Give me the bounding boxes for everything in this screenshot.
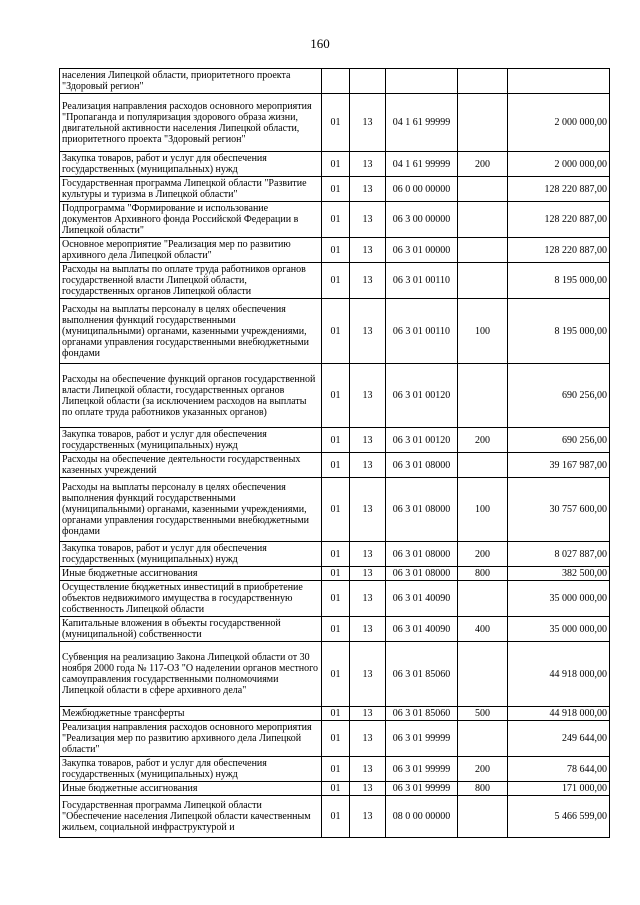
row-rz-cell: 13	[350, 364, 386, 428]
row-rz-cell	[350, 69, 386, 94]
table-row	[60, 94, 610, 152]
row-sum-cell: 171 000,00	[508, 782, 610, 796]
row-gl-cell: 01	[322, 707, 350, 721]
table-row	[60, 152, 610, 177]
row-name-cell: Закупка товаров, работ и услуг для обеспечения государственных (муниципальных) нужд	[60, 757, 322, 782]
row-name-cell: Расходы на выплаты по оплате труда работников органов государственной власти Липецкой области, государственных органов Липецкой области	[60, 263, 322, 299]
row-sum-cell: 2 000 000,00	[508, 152, 610, 177]
row-gl-cell: 01	[322, 428, 350, 453]
table-row	[60, 263, 610, 299]
row-vr-cell: 100	[458, 299, 508, 364]
row-name-cell: Основное мероприятие "Реализация мер по развитию архивного дела Липецкой области"	[60, 238, 322, 263]
row-rz-cell: 13	[350, 478, 386, 542]
row-sum-cell	[508, 69, 610, 94]
row-cs-cell	[386, 69, 458, 94]
row-vr-cell: 200	[458, 757, 508, 782]
row-rz-cell: 13	[350, 263, 386, 299]
row-vr-cell: 200	[458, 542, 508, 567]
row-gl-cell: 01	[322, 721, 350, 757]
row-name-cell: Реализация направления расходов основного мероприятия "Реализация мер по развитию архивного дела Липецкой области"	[60, 721, 322, 757]
row-name-cell: Закупка товаров, работ и услуг для обеспечения государственных (муниципальных) нужд	[60, 542, 322, 567]
row-rz-cell: 13	[350, 238, 386, 263]
row-vr-cell	[458, 453, 508, 478]
row-sum-cell: 30 757 600,00	[508, 478, 610, 542]
row-sum-cell: 382 500,00	[508, 567, 610, 581]
row-sum-cell: 44 918 000,00	[508, 707, 610, 721]
row-cs-cell: 04 1 61 99999	[386, 152, 458, 177]
row-name-cell: Расходы на выплаты персоналу в целях обеспечения выполнения функций государственными (муниципальными) органами, казенными учреждениями, органами управления государственными внебюджетными фондами	[60, 478, 322, 542]
budget-table	[59, 68, 610, 838]
row-gl-cell: 01	[322, 202, 350, 238]
row-gl-cell: 01	[322, 177, 350, 202]
row-rz-cell: 13	[350, 299, 386, 364]
row-sum-cell: 2 000 000,00	[508, 94, 610, 152]
table-row	[60, 478, 610, 542]
row-sum-cell: 8 027 887,00	[508, 542, 610, 567]
row-rz-cell: 13	[350, 721, 386, 757]
row-cs-cell: 06 3 01 99999	[386, 721, 458, 757]
row-cs-cell: 06 3 01 00120	[386, 428, 458, 453]
table-row	[60, 202, 610, 238]
row-vr-cell	[458, 69, 508, 94]
row-gl-cell	[322, 69, 350, 94]
row-rz-cell: 13	[350, 428, 386, 453]
row-name-cell: Межбюджетные трансферты	[60, 707, 322, 721]
table-row	[60, 177, 610, 202]
row-sum-cell: 78 644,00	[508, 757, 610, 782]
table-row	[60, 453, 610, 478]
row-cs-cell: 06 0 00 00000	[386, 177, 458, 202]
row-cs-cell: 06 3 01 85060	[386, 707, 458, 721]
row-sum-cell: 35 000 000,00	[508, 617, 610, 642]
row-rz-cell: 13	[350, 453, 386, 478]
row-gl-cell: 01	[322, 364, 350, 428]
row-sum-cell: 8 195 000,00	[508, 299, 610, 364]
table-row	[60, 542, 610, 567]
row-sum-cell: 8 195 000,00	[508, 263, 610, 299]
row-vr-cell	[458, 796, 508, 838]
row-vr-cell	[458, 263, 508, 299]
row-vr-cell: 100	[458, 478, 508, 542]
row-cs-cell: 06 3 00 00000	[386, 202, 458, 238]
row-rz-cell: 13	[350, 94, 386, 152]
row-sum-cell: 690 256,00	[508, 364, 610, 428]
row-sum-cell: 128 220 887,00	[508, 238, 610, 263]
row-cs-cell: 04 1 61 99999	[386, 94, 458, 152]
row-name-cell: Подпрограмма "Формирование и использование документов Архивного фонда Российской Федерации в Липецкой области"	[60, 202, 322, 238]
table-row	[60, 581, 610, 617]
row-cs-cell: 06 3 01 00120	[386, 364, 458, 428]
row-cs-cell: 06 3 01 40090	[386, 617, 458, 642]
table-row	[60, 796, 610, 838]
row-name-cell: Иные бюджетные ассигнования	[60, 782, 322, 796]
row-gl-cell: 01	[322, 542, 350, 567]
row-name-cell: Расходы на выплаты персоналу в целях обеспечения выполнения функций государственными (муниципальными) органами, казенными учреждениями, органами управления государственными внебюджетными фондами	[60, 299, 322, 364]
row-gl-cell: 01	[322, 94, 350, 152]
row-rz-cell: 13	[350, 152, 386, 177]
row-gl-cell: 01	[322, 152, 350, 177]
row-name-cell: Субвенция на реализацию Закона Липецкой области от 30 ноября 2000 года № 117-ОЗ "О наделении органов местного самоуправления государственными полномочиями Липецкой области в сфере архивного дела"	[60, 642, 322, 707]
row-vr-cell	[458, 364, 508, 428]
row-name-cell: Государственная программа Липецкой области "Обеспечение населения Липецкой области качественным жильем, социальной инфраструктурой и	[60, 796, 322, 838]
row-rz-cell: 13	[350, 202, 386, 238]
row-gl-cell: 01	[322, 567, 350, 581]
row-rz-cell: 13	[350, 542, 386, 567]
row-sum-cell: 128 220 887,00	[508, 202, 610, 238]
row-cs-cell: 06 3 01 99999	[386, 782, 458, 796]
row-rz-cell: 13	[350, 757, 386, 782]
row-name-cell: Расходы на обеспечение функций органов государственной власти Липецкой области, государственных органов Липецкой области (за исключением расходов на выплаты по оплате труда работников указанных органов)	[60, 364, 322, 428]
table-row	[60, 299, 610, 364]
table-row	[60, 707, 610, 721]
row-rz-cell: 13	[350, 782, 386, 796]
table-row	[60, 238, 610, 263]
row-rz-cell: 13	[350, 581, 386, 617]
row-sum-cell: 35 000 000,00	[508, 581, 610, 617]
row-name-cell: населения Липецкой области, приоритетного проекта "Здоровый регион"	[60, 69, 322, 94]
row-vr-cell: 500	[458, 707, 508, 721]
table-row	[60, 364, 610, 428]
row-cs-cell: 06 3 01 08000	[386, 453, 458, 478]
row-gl-cell: 01	[322, 796, 350, 838]
row-cs-cell: 06 3 01 00110	[386, 299, 458, 364]
row-name-cell: Расходы на обеспечение деятельности государственных казенных учреждений	[60, 453, 322, 478]
row-cs-cell: 08 0 00 00000	[386, 796, 458, 838]
row-gl-cell: 01	[322, 617, 350, 642]
row-vr-cell: 200	[458, 428, 508, 453]
row-gl-cell: 01	[322, 453, 350, 478]
row-gl-cell: 01	[322, 757, 350, 782]
row-gl-cell: 01	[322, 238, 350, 263]
row-vr-cell: 800	[458, 567, 508, 581]
row-sum-cell: 39 167 987,00	[508, 453, 610, 478]
row-sum-cell: 128 220 887,00	[508, 177, 610, 202]
row-cs-cell: 06 3 01 08000	[386, 567, 458, 581]
table-row	[60, 617, 610, 642]
row-cs-cell: 06 3 01 08000	[386, 478, 458, 542]
row-cs-cell: 06 3 01 00110	[386, 263, 458, 299]
row-vr-cell	[458, 94, 508, 152]
page-number: 160	[310, 36, 330, 51]
row-vr-cell	[458, 581, 508, 617]
row-name-cell: Государственная программа Липецкой области "Развитие культуры и туризма в Липецкой области"	[60, 177, 322, 202]
row-name-cell: Закупка товаров, работ и услуг для обеспечения государственных (муниципальных) нужд	[60, 152, 322, 177]
row-cs-cell: 06 3 01 00000	[386, 238, 458, 263]
row-gl-cell: 01	[322, 299, 350, 364]
table-row	[60, 757, 610, 782]
row-gl-cell: 01	[322, 581, 350, 617]
row-cs-cell: 06 3 01 99999	[386, 757, 458, 782]
row-sum-cell: 44 918 000,00	[508, 642, 610, 707]
table-row	[60, 782, 610, 796]
row-vr-cell: 200	[458, 152, 508, 177]
row-vr-cell	[458, 202, 508, 238]
table-row	[60, 428, 610, 453]
row-rz-cell: 13	[350, 707, 386, 721]
row-vr-cell: 800	[458, 782, 508, 796]
row-vr-cell	[458, 642, 508, 707]
budget-table-body	[60, 69, 610, 838]
row-rz-cell: 13	[350, 796, 386, 838]
row-gl-cell: 01	[322, 782, 350, 796]
row-vr-cell: 400	[458, 617, 508, 642]
table-row	[60, 69, 610, 94]
row-gl-cell: 01	[322, 642, 350, 707]
row-rz-cell: 13	[350, 642, 386, 707]
row-vr-cell	[458, 721, 508, 757]
row-name-cell: Иные бюджетные ассигнования	[60, 567, 322, 581]
row-cs-cell: 06 3 01 08000	[386, 542, 458, 567]
row-sum-cell: 5 466 599,00	[508, 796, 610, 838]
row-vr-cell	[458, 177, 508, 202]
row-sum-cell: 249 644,00	[508, 721, 610, 757]
table-row	[60, 567, 610, 581]
table-row	[60, 721, 610, 757]
row-gl-cell: 01	[322, 263, 350, 299]
row-name-cell: Реализация направления расходов основного мероприятия "Пропаганда и популяризация здорового образа жизни, двигательной активности населения Липецкой области, приоритетного проекта "Здоровый регион"	[60, 94, 322, 152]
row-sum-cell: 690 256,00	[508, 428, 610, 453]
row-rz-cell: 13	[350, 177, 386, 202]
row-cs-cell: 06 3 01 40090	[386, 581, 458, 617]
row-gl-cell: 01	[322, 478, 350, 542]
row-name-cell: Капитальные вложения в объекты государственной (муниципальной) собственности	[60, 617, 322, 642]
row-name-cell: Осуществление бюджетных инвестиций в приобретение объектов недвижимого имущества в государственную собственность Липецкой области	[60, 581, 322, 617]
row-vr-cell	[458, 238, 508, 263]
row-rz-cell: 13	[350, 567, 386, 581]
row-cs-cell: 06 3 01 85060	[386, 642, 458, 707]
table-row	[60, 642, 610, 707]
row-rz-cell: 13	[350, 617, 386, 642]
row-name-cell: Закупка товаров, работ и услуг для обеспечения государственных (муниципальных) нужд	[60, 428, 322, 453]
